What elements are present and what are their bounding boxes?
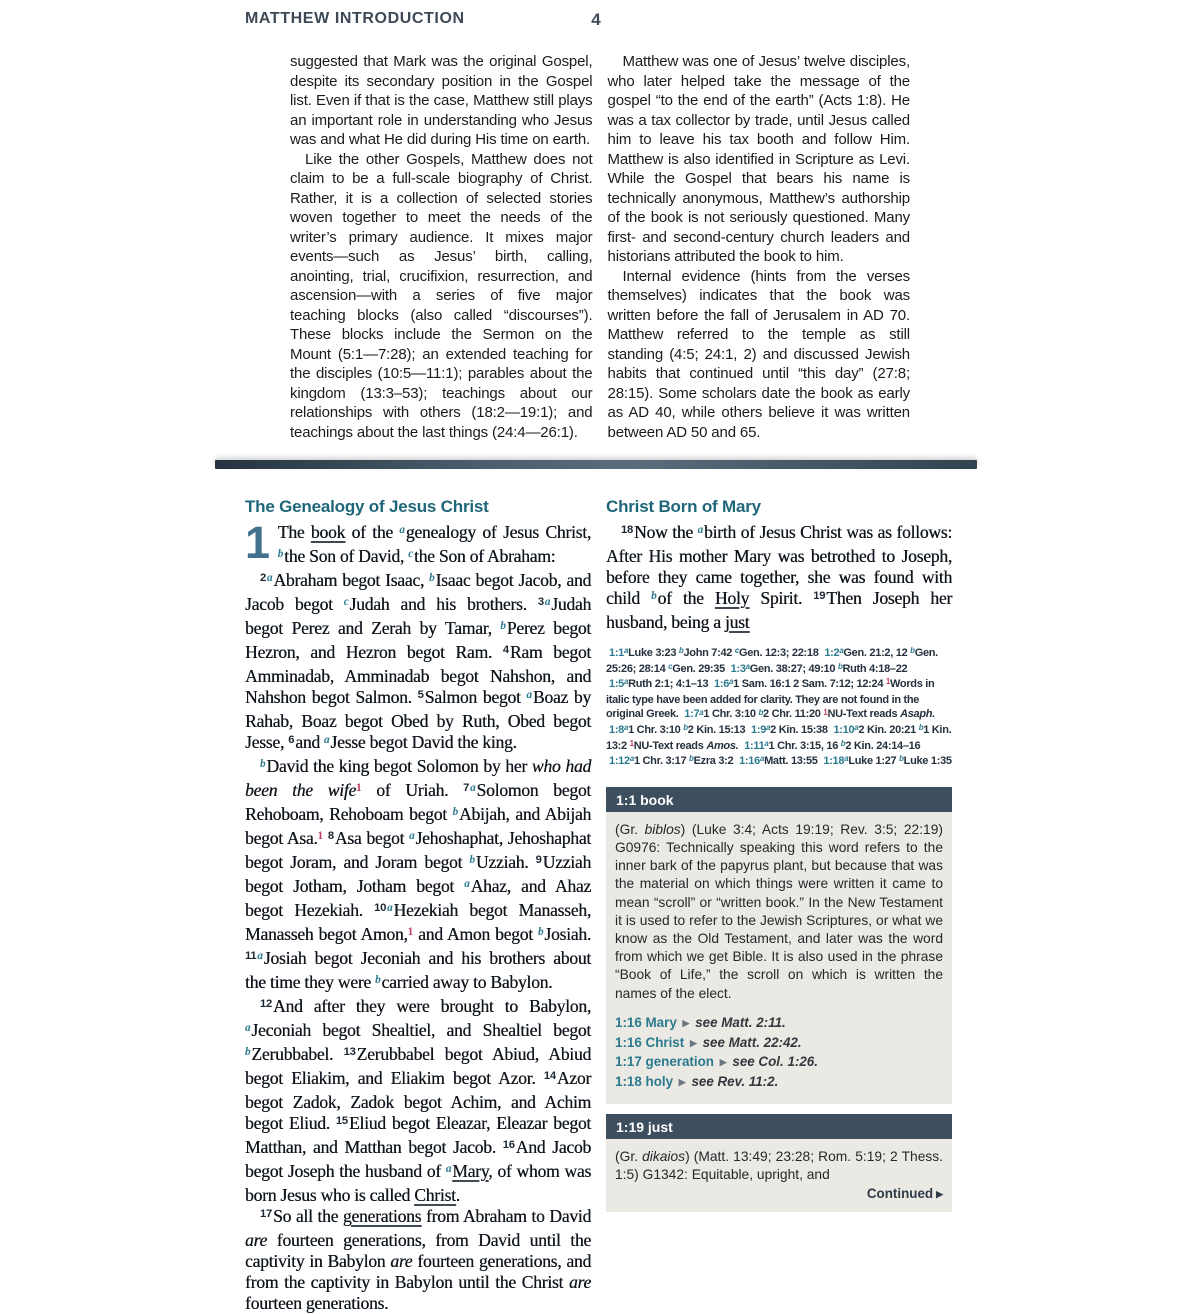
text-segment: the Son of David, <box>284 546 409 566</box>
ref-letter: a <box>759 754 765 764</box>
cross-ref-letter: a <box>544 595 551 608</box>
note-link[interactable] <box>615 1014 943 1034</box>
cross-ref-letter: a <box>526 688 532 701</box>
text-segment: Abraham begot Isaac, <box>273 570 430 590</box>
pericope-heading: The Genealogy of Jesus Christ <box>245 497 489 516</box>
note-linked-word[interactable]: Mary <box>452 1161 489 1181</box>
text-segment: (Gr. <box>615 1148 643 1164</box>
text-segment: Boaz by Rahab, Boaz begot Obed by Ruth, Obed begot Jesse, <box>245 687 591 752</box>
cross-ref-letter: c <box>408 547 413 560</box>
text-segment: birth of Jesus Christ was as follows: After His mother Mary was betrothed to Joseph, before they came together, she was found with child <box>606 522 953 608</box>
text-segment: Zerubbabel begot Abiud, Abiud begot Eliakim, and Eliakim begot Azor. <box>245 1044 591 1088</box>
note-link-list <box>615 1014 943 1093</box>
scripture-column-left <box>245 497 591 1314</box>
scripture-section <box>245 497 977 1314</box>
text-segment: Luke 3:23 <box>628 647 679 659</box>
cross-ref-letter: b <box>651 589 657 602</box>
cross-ref-letter: b <box>469 853 475 866</box>
ref-letter: a <box>624 646 629 656</box>
cross-ref-letter: a <box>445 1162 452 1175</box>
cross-ref-letter: a <box>464 877 470 890</box>
text-segment: Abijah, and Abijah begot Asa. <box>245 804 591 848</box>
ref-verse-key: 1:7 <box>684 708 700 721</box>
text-segment: John 7:42 <box>683 647 735 659</box>
study-note-header: 1:1 book <box>606 787 952 812</box>
verse-number: 13 <box>343 1045 356 1058</box>
italic-text: who had been the wife <box>245 756 591 800</box>
text-segment: 2 Kin. 15:38 <box>770 723 831 736</box>
ref-letter: a <box>839 646 844 656</box>
ref-letter: a <box>624 723 629 733</box>
text-segment: Josiah. <box>544 924 591 944</box>
footnote-marker: 1 <box>317 829 323 842</box>
verse-number: 3 <box>537 595 544 608</box>
verse-paragraph <box>245 517 591 570</box>
ref-letter: b <box>683 723 688 733</box>
verse-paragraph <box>606 522 952 633</box>
ref-verse-key: 1:16 <box>739 755 760 768</box>
verse-number: 2 <box>260 571 267 584</box>
verse-paragraph <box>245 756 591 996</box>
text-segment: Ruth 4:18–22 <box>842 662 908 675</box>
text-segment: NU-Text reads <box>633 739 707 752</box>
link-key[interactable]: 1:17 generation <box>615 1054 714 1070</box>
text-segment: Gen. 38:27; 49:10 <box>749 662 838 675</box>
text-segment: fourteen generations, from David until the captivity in Babylon <box>245 1230 591 1271</box>
cross-ref-letter: b <box>375 973 381 986</box>
ref-letter: a <box>629 754 634 764</box>
note-linked-word[interactable]: book <box>310 522 346 542</box>
text-segment: Isaac begot Jacob, and Jacob begot <box>245 570 592 614</box>
verse-number: 14 <box>543 1069 556 1082</box>
ref-verse-key: 1:3 <box>730 662 746 675</box>
study-note-body <box>606 1139 952 1212</box>
text-segment: Jesse begot David the king. <box>330 732 517 752</box>
cross-ref-letter: b <box>537 925 544 938</box>
verse-number: 4 <box>502 643 509 656</box>
continued-label[interactable]: Continued <box>866 1186 934 1202</box>
intro-paragraph: Like the other Gospels, Matthew does not claim to be a full-scale biography of Christ. Rather, it is a collection of selected stories woven together to meet the needs of the writer’s primary audience. It mixes major events—such as Jesus’ birth, calling, anointing, trial, crucifixion, resurrection, and ascension—with a series of five major teaching blocks (also called “discourses”). These blocks include the Sermon on the Mount (5:1—7:28); an extended teaching for the disciples (10:5—11:1); parables about the kingdom (13:3–53); teachings about our relationships with others (18:2—19:1); and teachings about the last things (24:4—26:1). <box>290 150 593 441</box>
text-segment: Josiah begot Jeconiah and his brothers about the time they were <box>245 948 591 992</box>
text-segment: Jeconiah begot Shealtiel, and Shealtiel begot <box>251 1020 591 1040</box>
cross-ref-letter: b <box>500 619 506 632</box>
bible-page <box>215 8 977 1314</box>
text-segment: from Abraham to David <box>421 1206 591 1226</box>
study-note-header: 1:19 just <box>606 1114 952 1139</box>
verse-number: 18 <box>621 523 634 536</box>
text-segment: Uzziah. <box>475 852 536 872</box>
cross-ref-letter: a <box>470 781 476 794</box>
ref-letter: c <box>668 661 673 671</box>
chevron-right-icon: ▶ <box>689 1037 697 1048</box>
section-divider-bar <box>215 460 977 469</box>
study-note-text <box>615 821 943 1003</box>
chapter-number-drop-cap: 1 <box>245 517 270 568</box>
chevron-right-icon: ▶ <box>719 1057 727 1068</box>
text-segment: 1 Chr. 3:17 <box>633 755 690 768</box>
cross-ref-letter: a <box>409 829 415 842</box>
text-segment: The <box>277 522 311 542</box>
ref-verse-key: 1:18 <box>823 755 845 768</box>
text-segment: 2 Kin. 15:13 <box>687 723 749 736</box>
ref-verse-key: 1:5 <box>609 678 624 691</box>
verse-number: 7 <box>463 781 470 794</box>
text-segment: of Uriah. <box>361 780 464 800</box>
text-segment: the Son of Abraham: <box>413 546 556 566</box>
text-segment: NU-Text reads <box>827 708 901 721</box>
verse-number: 10 <box>374 901 387 914</box>
text-segment: David the king begot Solomon by her <box>266 756 532 776</box>
cross-ref-letter: b <box>452 805 458 818</box>
cross-ref-letter: b <box>260 757 266 770</box>
text-segment: Gen. 12:3; 22:18 <box>738 647 822 659</box>
cross-ref-letter: a <box>245 1021 251 1034</box>
cross-ref-letter: a <box>697 523 703 536</box>
footnote-marker: 1 <box>407 925 413 938</box>
ref-letter: b <box>918 723 924 733</box>
intro-column-right <box>608 52 911 442</box>
text-segment: Uzziah begot Jotham, Jotham begot <box>245 852 591 896</box>
note-link[interactable] <box>615 1053 943 1073</box>
text-segment: of the <box>345 522 400 542</box>
text-segment: 1 Chr. 3:10 <box>703 708 759 721</box>
verse-number: 8 <box>327 829 334 842</box>
text-segment: 2 Kin. 20:21 <box>858 723 919 736</box>
cross-ref-letter: a <box>324 733 330 746</box>
footnote-marker: 1 <box>356 781 362 794</box>
link-target: see Col. 1:26. <box>732 1054 818 1070</box>
text-segment: 1 Kin. 13:2 <box>606 723 952 752</box>
study-note-text <box>615 1148 943 1184</box>
link-key[interactable]: 1:16 Christ <box>615 1034 685 1050</box>
note-linked-word[interactable]: Holy <box>714 588 750 608</box>
text-segment: ) (Luke 3:4; Acts 19:19; Rev. 3:5; 22:19) G0976: Technically speaking this word refers to the inner bark of the papyrus plant, but because that was the material on which things were written it came to mean “scroll” or “written book.” In the New Testament it is used to refer to the Jewish Scriptures, or what we know as the Old Testament, and later was the word from which we get Bible. It is also used in the phrase “Book of Life,” the scroll on which is written the names of the elect. <box>615 821 943 1001</box>
ref-footnote-marker: 1 <box>629 738 634 748</box>
text-segment: 1 Chr. 3:10 <box>628 723 684 736</box>
study-note-box <box>606 1114 952 1212</box>
text-segment: 1 Sam. 16:1 2 Sam. 7:12; 12:24 <box>733 678 886 691</box>
scripture-column-right <box>606 497 952 1314</box>
ref-letter: a <box>844 754 849 764</box>
study-note-box <box>606 787 952 1104</box>
ref-letter: c <box>734 646 739 656</box>
cross-ref-letter: b <box>277 547 284 560</box>
continued-link[interactable] <box>615 1186 943 1201</box>
text-segment: 2 Kin. 24:14–16 <box>845 739 921 752</box>
italic-text: Asaph. <box>900 708 935 721</box>
ref-verse-key: 1:10 <box>833 723 855 736</box>
note-linked-word[interactable]: just <box>724 612 750 632</box>
ref-letter: b <box>910 646 915 656</box>
link-target: see Matt. 2:11. <box>695 1014 786 1030</box>
text-segment: Gen. 25:26; 28:14 <box>606 647 938 675</box>
verse-number: 11 <box>245 949 257 962</box>
text-segment: Luke 1:27 <box>848 755 900 768</box>
ref-letter: b <box>758 707 764 717</box>
text-segment: (Gr. <box>615 821 645 837</box>
link-key[interactable]: 1:16 Mary <box>615 1014 677 1030</box>
text-segment: of the <box>657 588 715 608</box>
ref-letter: a <box>699 707 704 717</box>
text-segment: And Jacob begot Joseph the husband of <box>245 1137 591 1181</box>
text-segment: Luke 1:35 <box>903 755 952 768</box>
italic-text: are <box>245 1230 268 1250</box>
link-target: see Rev. 11:2. <box>691 1074 779 1090</box>
ref-letter: a <box>624 677 629 687</box>
text-segment: Jehoshaphat, Jehoshaphat begot Joram, and Joram begot <box>245 828 591 872</box>
ref-letter: a <box>764 738 769 748</box>
text-segment: So all the <box>273 1206 343 1226</box>
text-segment: Salmon begot <box>424 687 527 707</box>
italic-text: biblos <box>644 821 681 837</box>
text-segment: Zerubbabel. <box>251 1044 344 1064</box>
page-number: 4 <box>591 10 601 29</box>
running-head <box>215 8 977 38</box>
text-segment: genealogy of Jesus Christ, <box>405 522 591 542</box>
intro-paragraph: Matthew was one of Jesus’ twelve disciples, who later helped take the message of the gospel “to the end of the earth” (Acts 1:8). He was a tax collector by trade, until Jesus called him to leave his tax booth and follow Him. Matthew is also identified in Scripture as Levi. While the Gospel that bears his name is technically anonymous, Matthew’s authorship of the book is not seriously questioned. Many first- and second-century church leaders and historians attributed the book to him. <box>607 53 910 265</box>
chevron-right-icon: ▶ <box>682 1017 690 1028</box>
text-segment: Words in italic type have been added for clarity. They are not found in the original Greek. <box>606 678 935 721</box>
note-link[interactable] <box>615 1034 943 1054</box>
text-segment: carried away to Babylon. <box>381 972 553 992</box>
text-segment: Ruth 2:1; 4:1–13 <box>628 678 712 691</box>
verse-number: 17 <box>260 1207 273 1220</box>
cross-reference-block <box>606 646 952 770</box>
text-segment: Ram begot Amminadab, Amminadab begot Nahshon, and Nahshon begot Salmon. <box>245 642 591 707</box>
text-segment: Eliud begot Eleazar, Eleazar begot Matthan, and Matthan begot Jacob. <box>245 1113 591 1157</box>
intro-paragraph: suggested that Mark was the original Gospel, despite its secondary position in the Gospel list. Even if that is the case, Matthew still plays an important role in understanding who Jesus was and what He did during His time on earth. <box>290 53 593 148</box>
italic-text: are <box>568 1272 591 1292</box>
text-segment: Judah begot Perez and Zerah by Tamar, <box>245 594 591 638</box>
italic-text: Amos. <box>706 739 739 752</box>
text-segment: Gen. 29:35 <box>672 662 728 675</box>
intro-paragraph: Internal evidence (hints from the verses themselves) indicates that the book was written before the fall of Jerusalem in AD 70. Matthew referred to the temple as still standing (4:5; 24:1, 2) and discussed Jewish habits that continued until “this day” (27:8; 28:15). Some scholars date the book as early as AD 40, while others believe it was written between AD 50 and 65. <box>607 267 910 441</box>
cross-ref-letter: a <box>267 571 273 584</box>
verse-number: 16 <box>502 1138 515 1151</box>
book-section-title: MATTHEW INTRODUCTION <box>245 10 465 27</box>
ref-verse-key: 1:12 <box>609 755 630 768</box>
cross-ref-letter: b <box>245 1045 251 1058</box>
note-linked-word[interactable]: Christ <box>414 1185 456 1205</box>
link-target: see Matt. 22:42. <box>702 1034 802 1050</box>
text-segment: and Amon begot <box>412 924 538 944</box>
verse-number: 12 <box>260 997 273 1010</box>
pericope-heading: Christ Born of Mary <box>606 497 761 516</box>
text-segment: , of whom was born Jesus who is called <box>245 1161 591 1205</box>
text-segment: Now the <box>634 522 698 542</box>
ref-letter: a <box>745 661 750 671</box>
cross-ref-letter: c <box>343 595 349 608</box>
ref-letter: b <box>899 754 904 764</box>
cross-ref-letter: a <box>257 949 263 962</box>
verse-number: 9 <box>535 853 542 866</box>
text-segment: Perez begot Hezron, and Hezron begot Ram. <box>245 618 591 662</box>
ref-verse-key: 1:11 <box>744 739 765 752</box>
intro-column-left <box>290 52 593 442</box>
verse-paragraph <box>245 1206 591 1314</box>
text-segment: ) (Matt. 13:49; 23:28; Rom. 5:19; 2 Thess. 1:5) G1342: Equitable, upright, and <box>615 1148 943 1183</box>
ref-verse-key: 1:9 <box>751 723 767 736</box>
text-segment: Asa begot <box>334 828 410 848</box>
text-segment: fourteen generations. <box>245 1293 389 1313</box>
ref-letter: b <box>678 646 684 656</box>
ref-verse-key: 1:2 <box>824 647 840 659</box>
verse-number: 6 <box>288 733 295 746</box>
introduction-section <box>290 52 910 442</box>
text-segment: Ahaz, and Ahaz begot Hezekiah. <box>245 876 591 920</box>
text-segment: fourteen generations, and from the captivity in Babylon until the Christ <box>245 1251 591 1292</box>
text-segment: Hezekiah begot Manasseh, Manasseh begot Amon, <box>245 900 591 944</box>
text-segment: Matt. 13:55 <box>764 755 821 768</box>
text-segment: . <box>455 1185 460 1205</box>
cross-ref-letter: b <box>429 571 435 584</box>
chevron-right-icon: ▶ <box>678 1077 686 1088</box>
note-link[interactable] <box>615 1073 943 1093</box>
text-segment: And after they were brought to Babylon, <box>273 996 591 1016</box>
cross-ref-letter: a <box>387 901 393 914</box>
link-key[interactable]: 1:18 holy <box>615 1074 674 1090</box>
verse-paragraph <box>245 996 591 1206</box>
study-note-body <box>606 812 952 1104</box>
text-segment: 1 Chr. 3:15, 16 <box>768 739 841 752</box>
ref-letter: b <box>837 661 843 671</box>
verse-number: 15 <box>335 1114 348 1127</box>
text-segment: Gen. 21:2, 12 <box>843 647 911 659</box>
ref-footnote-marker: 1 <box>885 677 891 687</box>
verse-number: 5 <box>417 688 424 701</box>
italic-text: are <box>390 1251 413 1271</box>
chevron-right-icon: ▶ <box>936 1189 943 1200</box>
text-segment: Judah and his brothers. <box>349 594 538 614</box>
note-linked-word[interactable]: generations <box>342 1206 422 1226</box>
italic-text: dikaios <box>642 1148 686 1164</box>
text-segment: and <box>295 732 325 752</box>
text-segment: Then Joseph her husband, being a <box>606 588 952 632</box>
ref-letter: b <box>840 738 846 748</box>
ref-letter: a <box>854 723 859 733</box>
ref-verse-key: 1:8 <box>609 723 624 736</box>
text-segment: Azor begot Zadok, Zadok begot Achim, and Achim begot Eliud. <box>245 1068 591 1133</box>
ref-letter: b <box>689 754 694 764</box>
verse-paragraph <box>245 570 591 756</box>
ref-verse-key: 1:1 <box>609 647 624 659</box>
text-segment: 2 Chr. 11:20 <box>763 708 824 721</box>
verse-number: 19 <box>813 589 826 602</box>
text-segment: Ezra 3:2 <box>693 755 737 768</box>
ref-footnote-marker: 1 <box>823 707 828 717</box>
text-segment: Solomon begot Rehoboam, Rehoboam begot <box>245 780 591 824</box>
ref-letter: a <box>766 723 771 733</box>
cross-ref-letter: a <box>399 523 405 536</box>
text-segment: Spirit. <box>749 588 814 608</box>
ref-verse-key: 1:6 <box>714 678 730 691</box>
ref-letter: a <box>729 677 734 687</box>
